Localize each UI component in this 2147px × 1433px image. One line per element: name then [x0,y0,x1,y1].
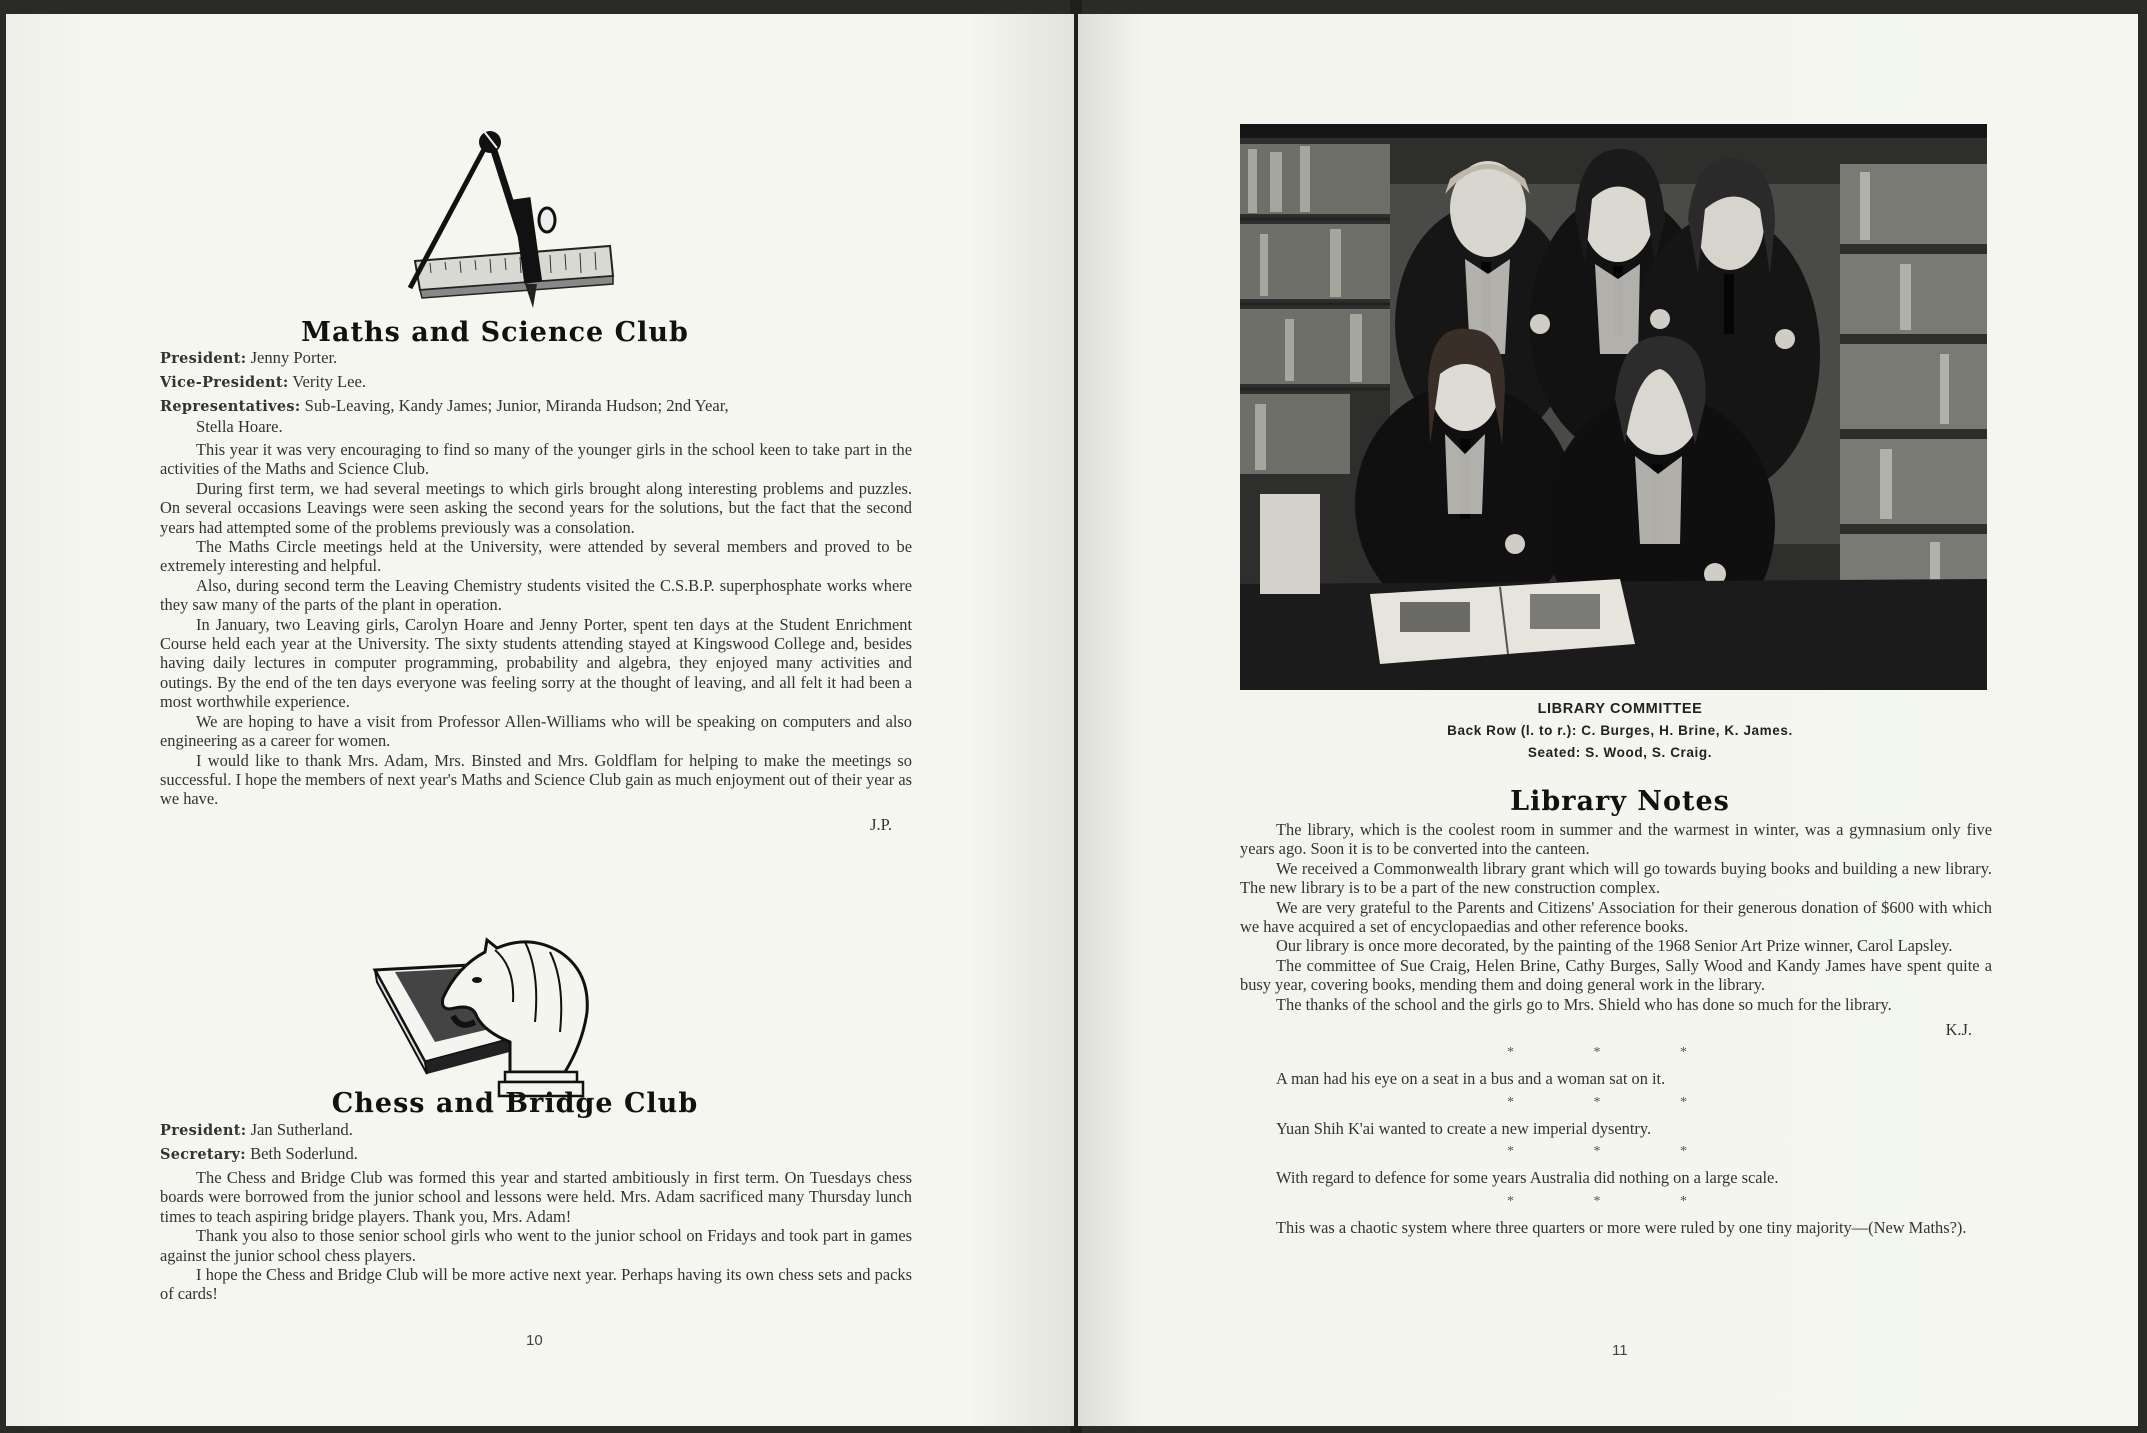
caption-line: Seated: S. Wood, S. Craig. [1527,745,1713,760]
page-number-right: 11 [1612,1342,1628,1359]
signature: K.J. [1945,1020,1972,1040]
signature: J.P. [870,814,892,834]
officer-secretary [160,1144,912,1165]
paragraph: I would like to thank Mrs. Adam, Mrs. Binsted and Mrs. Goldflam for helping to make the meetings so successful. I hope the members of next year's Maths and Science Club gain as much enjoyment out of their year as we have. [160,750,912,809]
officer-value: Jan Sutherland. [250,1120,353,1139]
paragraph: The library, which is the coolest room in summer and the warmest in winter, was a gymnasium only five years ago. Soon it is to be converted into the canteen. [1240,820,1992,859]
officer-president [160,1120,912,1141]
paragraph: Our library is once more decorated, by the painting of the 1968 Senior Art Prize winner, Carol Lapsley. [1276,936,1953,956]
officer-role: President: [160,350,247,367]
officer-value: Sub-Leaving, Kandy James; Junior, Miranda Hudson; 2nd Year, [304,396,729,415]
officer-value: Jenny Porter. [250,348,338,367]
paragraph: We received a Commonwealth library grant which will go towards buying books and building a new library. The new library is to be a part of the new construction complex. [1240,858,1992,898]
paragraph: I hope the Chess and Bridge Club will be more active next year. Perhaps having its own chess sets and packs of cards! [160,1265,912,1304]
paragraph: The committee of Sue Craig, Helen Brine, Cathy Burges, Sally Wood and Kandy James have spent quite a busy year, covering books, mending them and doing general work in the library. [1240,955,1992,995]
officer-role: Vice-President: [160,374,289,391]
officer-value: Verity Lee. [292,372,367,391]
paragraph: In January, two Leaving girls, Carolyn Hoare and Jenny Porter, spent ten days at the Student Enrichment Course held each year at the University. The sixty students attending stayed at Kingswood College and, besides having daily lectures in computer programming, probability and algebra, they enjoyed many activities and outings. By the end of the ten days everyone was feeling sorry at the thought of leaving, and all felt it had been a most worthwhile experience. [160,614,912,712]
library-notes-title: Library Notes [1510,786,1730,817]
paragraph: This year it was very encouraging to find so many of the younger girls in the school keen to take part in the activities of the Maths and Science Club. [160,440,912,479]
page-number-left: 10 [526,1332,543,1349]
joke: This was a chaotic system where three quarters or more were ruled by one tiny majority—(New Maths?). [1276,1217,1967,1237]
officer-role: President: [160,1122,247,1139]
joke: Yuan Shih K'ai wanted to create a new imperial dysentry. [1276,1118,1652,1138]
paragraph: During first term, we had several meetings to which girls brought along interesting problems and puzzles. On several occasions Leavings were seen asking the second years for the solutions, but the fact that the second years had attempted some of the problems previously was a consolation. [160,478,912,537]
compass-ruler-pencil-illustration [385,128,630,308]
maths-club-title: Maths and Science Club [301,317,689,348]
paragraph: We are hoping to have a visit from Professor Allen-Williams who will be speaking on computers and also engineering as a career for women. [160,711,912,751]
paragraph: Also, during second term the Leaving Chemistry students visited the C.S.B.P. superphosphate works where they saw many of the parts of the plant in operation. [160,575,912,615]
library-notes-section [1240,820,1992,1237]
paragraph: The Chess and Bridge Club was formed this year and started ambitiously in first term. On Tuesdays chess boards were borrowed from the junior school and lessons were held. Mrs. Adam sacrificed many Thursday lunch times to teach aspiring bridge players. Thank you, Mrs. Adam! [160,1168,912,1226]
officer-president [160,348,912,369]
chess-knight-board-illustration [365,912,635,1102]
caption-line: Back Row (l. to r.): C. Burges, H. Brine, K. James. [1447,723,1793,738]
library-committee-photo [1240,124,1987,690]
star-divider: * * * [1507,1094,1725,1110]
officer-continuation: Stella Hoare. [196,417,283,436]
paragraph: Thank you also to those senior school girls who went to the junior school on Fridays and took part in games against the junior school chess players. [160,1226,912,1265]
joke: A man had his eye on a seat in a bus and a woman sat on it. [1276,1069,1666,1089]
officer-role: Representatives: [160,398,301,415]
star-divider: * * * [1507,1144,1725,1160]
paragraph: The Maths Circle meetings held at the University, were attended by several members and proved to be extremely interesting and helpful. [160,537,912,576]
chess-club-section [160,1120,912,1304]
caption-title: LIBRARY COMMITTEE [1537,701,1703,717]
photo-caption [1360,698,1880,764]
officer-representatives [160,396,912,437]
star-divider: * * * [1507,1193,1725,1209]
paragraph: We are very grateful to the Parents and Citizens' Association for their generous donation of $600 with which we have acquired a set of encyclopaedias and other reference books. [1240,897,1992,937]
chess-club-title: Chess and Bridge Club [331,1088,699,1119]
maths-club-section [160,348,912,834]
officer-value: Beth Soderlund. [250,1144,358,1163]
joke: With regard to defence for some years Australia did nothing on a large scale. [1276,1168,1779,1188]
officer-role: Secretary: [160,1146,246,1163]
star-divider: * * * [1507,1045,1725,1061]
officer-vice-president [160,372,912,393]
paragraph: The thanks of the school and the girls go to Mrs. Shield who has done so much for the library. [1276,994,1892,1014]
